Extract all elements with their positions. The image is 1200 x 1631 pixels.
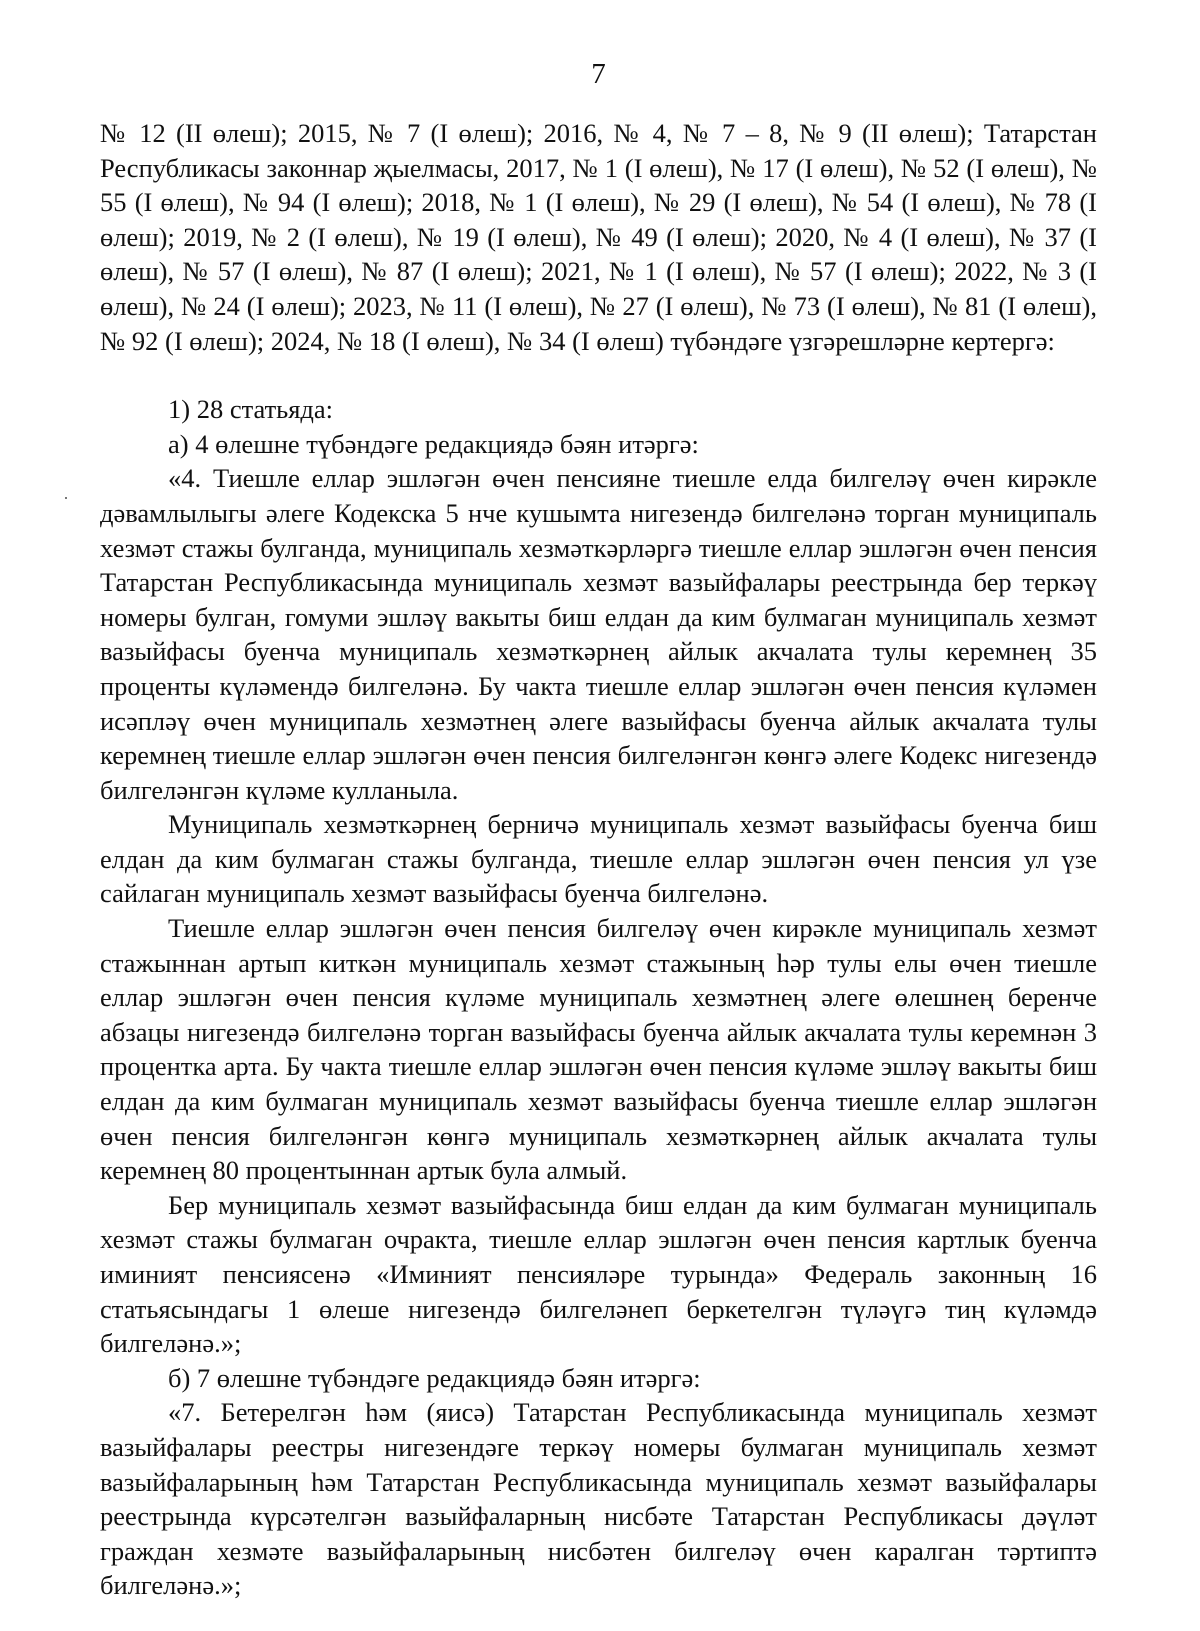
paragraph-legal-references: № 12 (II өлеш); 2015, № 7 (I өлеш); 2016, № 4, № 7 – 8, № 9 (II өлеш); Татарстан Республикасы законнар җыелмасы, 2017, № 1 (I өлеш), № 17 (I өлеш), № 52 (I өлеш), № 55 (I өлеш), № 94 (I өлеш); 2018, № 1 (I өлеш), № 29 (I өлеш), № 54 (I өлеш), № 78 (I өлеш); 2019, № 2 (I өлеш), № 19 (I өлеш), № 49 (I өлеш); 2020, № 4 (I өлеш), № 37 (I өлеш), № 57 (I өлеш), № 87 (I өлеш); 2021, № 1 (I өлеш), № 57 (I өлеш); 2022, № 3 (I өлеш), № 24 (I өлеш); 2023, № 11 (I өлеш), № 27 (I өлеш), № 73 (I өлеш), № 81 (I өлеш), № 92 (I өлеш); 2024, № 18 (I өлеш), № 34 (I өлеш) түбәндәге үзгәрешләрне кертергә: xyxy=(100,118,1097,356)
paragraph-part-4: «4. Тиешле еллар эшләгән өчен пенсияне тиешле елда билгеләү өчен кирәкле дәвамлылыгы әлеге Кодекска 5 нче кушымта нигезендә билгеләнә торган муниципаль хезмәт стажы булганда, муниципаль хезмәткәрләргә тиешле еллар эшләгән өчен пенсия Татарстан Республикасында муниципаль хезмәт вазыйфалары реестрында бер теркәү номеры булган, гомуми эшләү вакыты биш елдан да ким булмаган муниципаль хезмәт вазыйфасы буенча муниципаль хезмәткәрнең айлык акчалата тулы керемнең 35 проценты күләмендә билгеләнә. Бу чакта тиешле еллар эшләгән өчен пенсия күләмен исәпләү өчен муниципаль хезмәтнең әлеге вазыйфасы буенча айлык акчалата тулы керемнең тиешле еллар эшләгән өчен пенсия билгеләнгән көнгә әлеге Кодекс нигезендә билгеләнгән күләме кулланыла. xyxy=(100,463,1097,805)
paragraph-several-positions: Муниципаль хезмәткәрнең берничә муниципаль хезмәт вазыйфасы буенча биш елдан да ким булмаган стажы булганда, тиешле еллар эшләгән өчен пенсия ул үзе сайлаган муниципаль хезмәт вазыйфасы буенча билгеләнә. xyxy=(100,809,1097,909)
scan-speck xyxy=(65,497,67,499)
paragraph-article-28: 1) 28 статьяда: xyxy=(168,394,334,425)
paragraph-no-five-years: Бер муниципаль хезмәт вазыйфасында биш елдан да ким булмаган муниципаль хезмәт стажы булмаган очракта, тиешле еллар эшләгән өчен пенсия картлык буенча иминият пенсиясенә «Иминият пенсияләре турында» Федераль законның 16 статьясындагы 1 өлеше нигезендә билгеләнеп беркетелгән түләүгә тиң күләмдә билгеләнә.»; xyxy=(100,1189,1097,1359)
document-body xyxy=(100,116,1097,1603)
paragraph-item-a: а) 4 өлешне түбәндәге редакциядә бәян итәргә: xyxy=(168,428,699,459)
paragraph-spacer xyxy=(100,358,1097,392)
paragraph-part-7: «7. Бетерелгән һәм (яисә) Татарстан Республикасында муниципаль хезмәт вазыйфалары реестры нигезендәге теркәү номеры булмаган муниципаль хезмәт вазыйфаларының һәм Татарстан Республикасында муниципаль хезмәт вазыйфалары реестрында күрсәтелгән вазыйфаларның нисбәте Татарстан Республикасы дәүләт граждан хезмәте вазыйфаларының нисбәтен билгеләү өчен каралган тәртиптә билгеләнә.»; xyxy=(100,1397,1097,1601)
paragraph-pension-increase: Тиешле еллар эшләгән өчен пенсия билгеләү өчен кирәкле муниципаль хезмәт стажыннан артып киткән муниципаль хезмәт стажының һәр тулы елы өчен тиешле еллар эшләгән өчен пенсия күләме муниципаль хезмәтнең әлеге өлешнең беренче абзацы нигезендә билгеләнә торган вазыйфасы буенча айлык акчалата тулы керемнән 3 процентка арта. Бу чакта тиешле еллар эшләгән өчен пенсия күләме эшләү вакыты биш елдан да ким булмаган муниципаль хезмәт вазыйфасы буенча тиешле еллар эшләгән өчен пенсия билгеләнгән көнгә муниципаль хезмәткәрнең айлык акчалата тулы керемнең 80 процентыннан артык була алмый. xyxy=(100,913,1097,1186)
page-number: 7 xyxy=(591,58,606,90)
paragraph-item-b: б) 7 өлешне түбәндәге редакциядә бәян итәргә: xyxy=(168,1362,701,1393)
